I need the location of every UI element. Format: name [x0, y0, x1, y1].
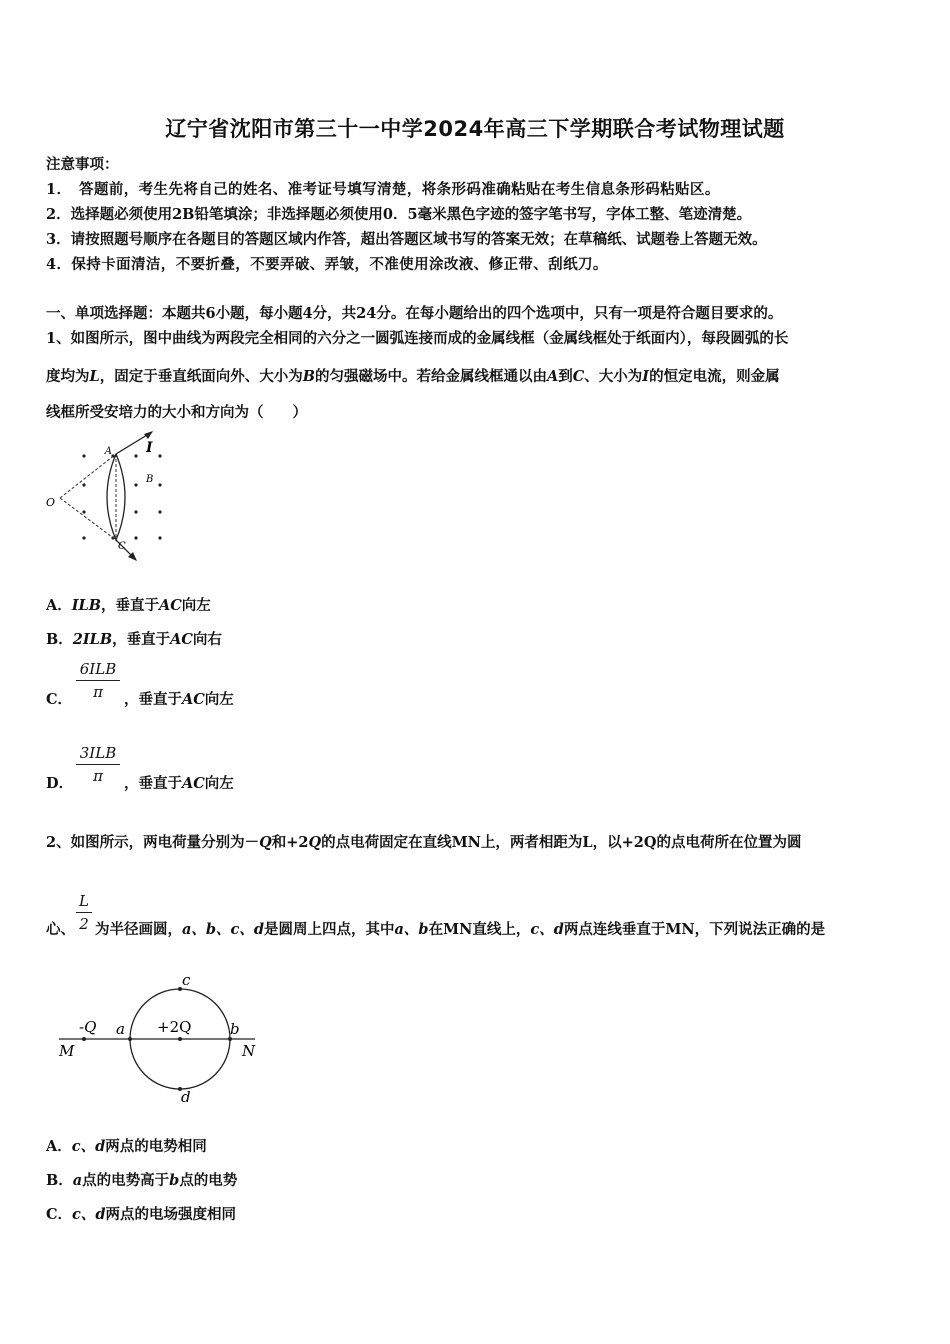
q2-line-2-start: 心、	[46, 921, 75, 938]
q1-figure-label-B: B	[146, 474, 154, 485]
q2-radius-fraction: L 2	[76, 892, 92, 933]
q2-label-d: d	[181, 1088, 191, 1106]
q1-line-3: 线框所受安培力的大小和方向为（ ）	[46, 404, 307, 421]
q2-label-neg-q: -Q	[79, 1018, 97, 1036]
notice-heading: 注意事项：	[46, 156, 119, 173]
q2-label-pos-2q: +2Q	[157, 1018, 192, 1036]
notice-item-3: 3．请按照题号顺序在各题目的答题区域内作答，超出答题区域书写的答案无效；在草稿纸、试题卷上答题无效。	[46, 231, 767, 248]
q2-option-c: C．c、d两点的电场强度相同	[46, 1206, 237, 1223]
q1-option-c-letter: C．	[46, 691, 73, 708]
q1-option-c-fraction: 6ILB π	[76, 660, 120, 701]
notice-item-4: 4．保持卡面清洁，不要折叠，不要弄破、弄皱，不准使用涂改液、修正带、刮纸刀。	[46, 256, 608, 273]
q1-figure-label-O: O	[46, 496, 56, 509]
q2-option-b: B．a点的电势高于b点的电势	[46, 1172, 238, 1189]
notice-item-1: 1． 答题前，考生先将自己的姓名、准考证号填写清楚，将条形码准确粘贴在考生信息条形码粘贴区。	[46, 181, 720, 198]
q1-option-c-text: ，垂直于AC向左	[124, 691, 234, 708]
q1-option-b: B．2ILB，垂直于AC向右	[46, 631, 222, 648]
q1-line-1: 1、如图所示，图中曲线为两段完全相同的六分之一圆弧连接而成的金属线框（金属线框处于纸面内），每段圆弧的长	[46, 330, 789, 347]
q1-line-2: 度均为L，固定于垂直纸面向外、大小为B的匀强磁场中。若给金属线框通以由A到C、大小为I的恒定电流，则金属	[46, 368, 780, 385]
q2-label-a: a	[116, 1020, 125, 1038]
q1-option-d-fraction: 3ILB π	[76, 744, 120, 785]
notice-item-2: 2．选择题必须使用2B铅笔填涂；非选择题必须使用0．5毫米黑色字迹的签字笔书写，字体工整、笔迹清楚。	[46, 206, 752, 223]
q2-line-1: 2、如图所示，两电荷量分别为－Q和+2Q的点电荷固定在直线MN上，两者相距为L，以+2Q的点电荷所在位置为圆	[46, 834, 802, 851]
q1-option-a: A．ILB，垂直于AC向左	[46, 597, 211, 614]
q1-option-d-letter: D．	[46, 775, 74, 792]
section-heading: 一、单项选择题：本题共6小题，每小题4分，共24分。在每小题给出的四个选项中，只有一项是符合题目要求的。	[46, 305, 783, 322]
q2-figure	[55, 970, 270, 1110]
q2-option-a: A．c、d两点的电势相同	[46, 1138, 207, 1155]
q1-figure	[40, 428, 180, 568]
page-title: 辽宁省沈阳市第三十一中学2024年高三下学期联合考试物理试题	[165, 117, 785, 141]
q1-figure-label-C: C	[118, 541, 126, 552]
q1-figure-label-I: I	[146, 440, 153, 456]
q2-label-c: c	[182, 971, 191, 989]
q2-label-n: N	[242, 1042, 256, 1060]
q2-label-m: M	[59, 1042, 75, 1060]
q2-line-2: 为半径画圆，a、b、c、d是圆周上四点，其中a、b在MN直线上，c、d两点连线垂直于MN，下列说法正确的是	[95, 921, 826, 938]
q1-figure-label-A: A	[104, 446, 112, 457]
q2-label-b: b	[230, 1020, 240, 1038]
q1-option-d-text: ，垂直于AC向左	[124, 775, 234, 792]
